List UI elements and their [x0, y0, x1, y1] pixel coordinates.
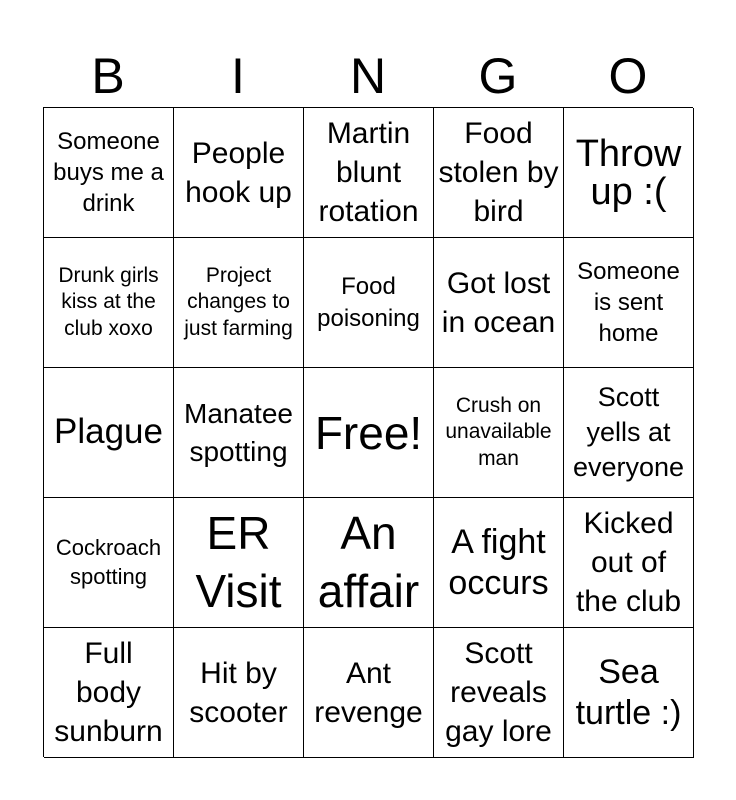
bingo-cell-text: Crush on unavailable man — [445, 394, 552, 470]
header-letter-b: B — [91, 48, 125, 104]
free-space-cell[interactable] — [304, 368, 434, 498]
bingo-cell-text: Food poisoning — [317, 273, 420, 332]
bingo-cell-text: Hit by scooter — [189, 656, 288, 729]
header-letter-n: N — [349, 48, 387, 104]
bingo-cell[interactable] — [304, 628, 434, 758]
bingo-cell[interactable] — [174, 628, 304, 758]
bingo-cell[interactable] — [44, 368, 174, 498]
header-letter-i: I — [231, 48, 245, 104]
bingo-cell[interactable] — [44, 108, 174, 238]
bingo-cell-text: Ant revenge — [314, 656, 423, 729]
free-space-text: Free! — [314, 406, 423, 459]
bingo-cell[interactable] — [434, 498, 564, 628]
bingo-cell[interactable] — [434, 108, 564, 238]
bingo-cell[interactable] — [174, 368, 304, 498]
bingo-cell[interactable] — [564, 368, 694, 498]
bingo-cell-text: An affair — [317, 507, 420, 617]
bingo-cell-text: Plague — [54, 412, 163, 452]
bingo-cell-text: Martin blunt rotation — [318, 117, 419, 228]
bingo-cell[interactable] — [44, 628, 174, 758]
bingo-cell-text: Someone is sent home — [577, 257, 680, 348]
bingo-cell-text: Kicked out of the club — [575, 507, 682, 618]
bingo-cell-text: Someone buys me a drink — [53, 127, 164, 218]
bingo-board — [43, 107, 693, 757]
bingo-cell-text: Full body sunburn — [54, 637, 163, 748]
bingo-cell[interactable] — [304, 498, 434, 628]
bingo-cell-text: Cockroach spotting — [55, 534, 162, 589]
bingo-cell[interactable] — [434, 628, 564, 758]
bingo-cell[interactable] — [434, 368, 564, 498]
bingo-cell[interactable] — [44, 238, 174, 368]
bingo-cell-text: A fight occurs — [448, 522, 549, 602]
bingo-cell[interactable] — [174, 108, 304, 238]
bingo-cell-text: Throw up :( — [575, 132, 682, 213]
header-letter-o: O — [608, 48, 648, 104]
bingo-cell[interactable] — [304, 238, 434, 368]
bingo-cell[interactable] — [174, 498, 304, 628]
bingo-cell[interactable] — [304, 108, 434, 238]
bingo-cell-text: Food stolen by bird — [438, 117, 559, 228]
bingo-cell[interactable] — [434, 238, 564, 368]
bingo-cell[interactable] — [564, 108, 694, 238]
bingo-cell-text: Got lost in ocean — [441, 266, 556, 339]
bingo-cell-text: Sea turtle :) — [575, 652, 682, 732]
bingo-cell-text: Project changes to just farming — [184, 264, 293, 340]
bingo-cell-text: People hook up — [185, 136, 292, 209]
bingo-cell[interactable] — [564, 238, 694, 368]
bingo-cell-text: Drunk girls kiss at the club xoxo — [58, 264, 159, 340]
bingo-cell[interactable] — [44, 498, 174, 628]
bingo-cell-text: Scott reveals gay lore — [445, 637, 552, 748]
bingo-cell[interactable] — [564, 498, 694, 628]
bingo-cell-text: Scott yells at everyone — [572, 381, 685, 483]
bingo-cell[interactable] — [564, 628, 694, 758]
header-letter-g: G — [478, 48, 518, 104]
bingo-cell-text: ER Visit — [195, 507, 282, 617]
bingo-header — [43, 46, 693, 106]
bingo-cell-text: Manatee spotting — [184, 397, 293, 467]
bingo-cell[interactable] — [174, 238, 304, 368]
